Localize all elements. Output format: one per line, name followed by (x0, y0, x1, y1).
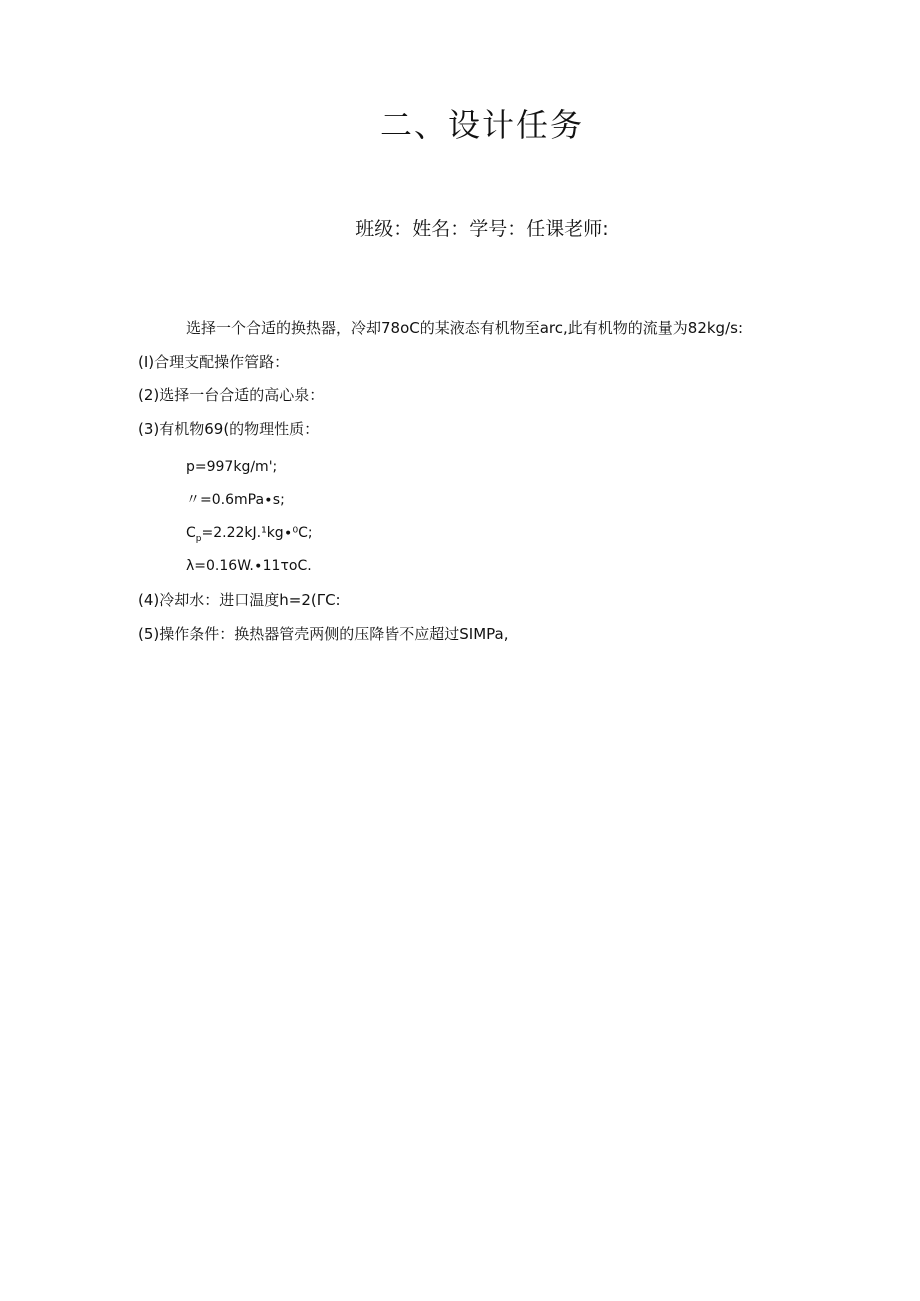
heat-capacity-value: =2.22kJ.¹kg∙⁰C; (201, 525, 313, 541)
page-title: 二、设计任务 (379, 106, 584, 144)
heat-capacity-subscript: p (195, 533, 202, 544)
list-item: (I)合理支配操作管路： (138, 353, 290, 371)
student-info-line: 班级：姓名：学号：任课老师: (355, 218, 609, 240)
property-density: p=997kg∕m'; (186, 459, 278, 475)
list-item: (3)有机物69(的物理性质： (138, 420, 320, 438)
list-item: (5)操作条件：换热器管壳两侧的压降皆不应超过SIMPa, (138, 625, 509, 643)
heat-capacity-symbol: C (186, 525, 196, 541)
task-intro-paragraph: 选择一个合适的换热器，冷却78oC的某液态有机物至arc,此有机物的流量为82kg∕s: (186, 319, 744, 337)
property-conductivity: λ=0.16W.∙11τoC. (186, 558, 312, 574)
property-heat-capacity (186, 523, 313, 549)
property-viscosity: 〃=0.6mPa∙s; (186, 492, 285, 508)
list-item: (2)选择一台合适的高心泉： (138, 386, 325, 404)
list-item: (4)冷却水：进口温度h=2(ΓC: (138, 591, 341, 609)
